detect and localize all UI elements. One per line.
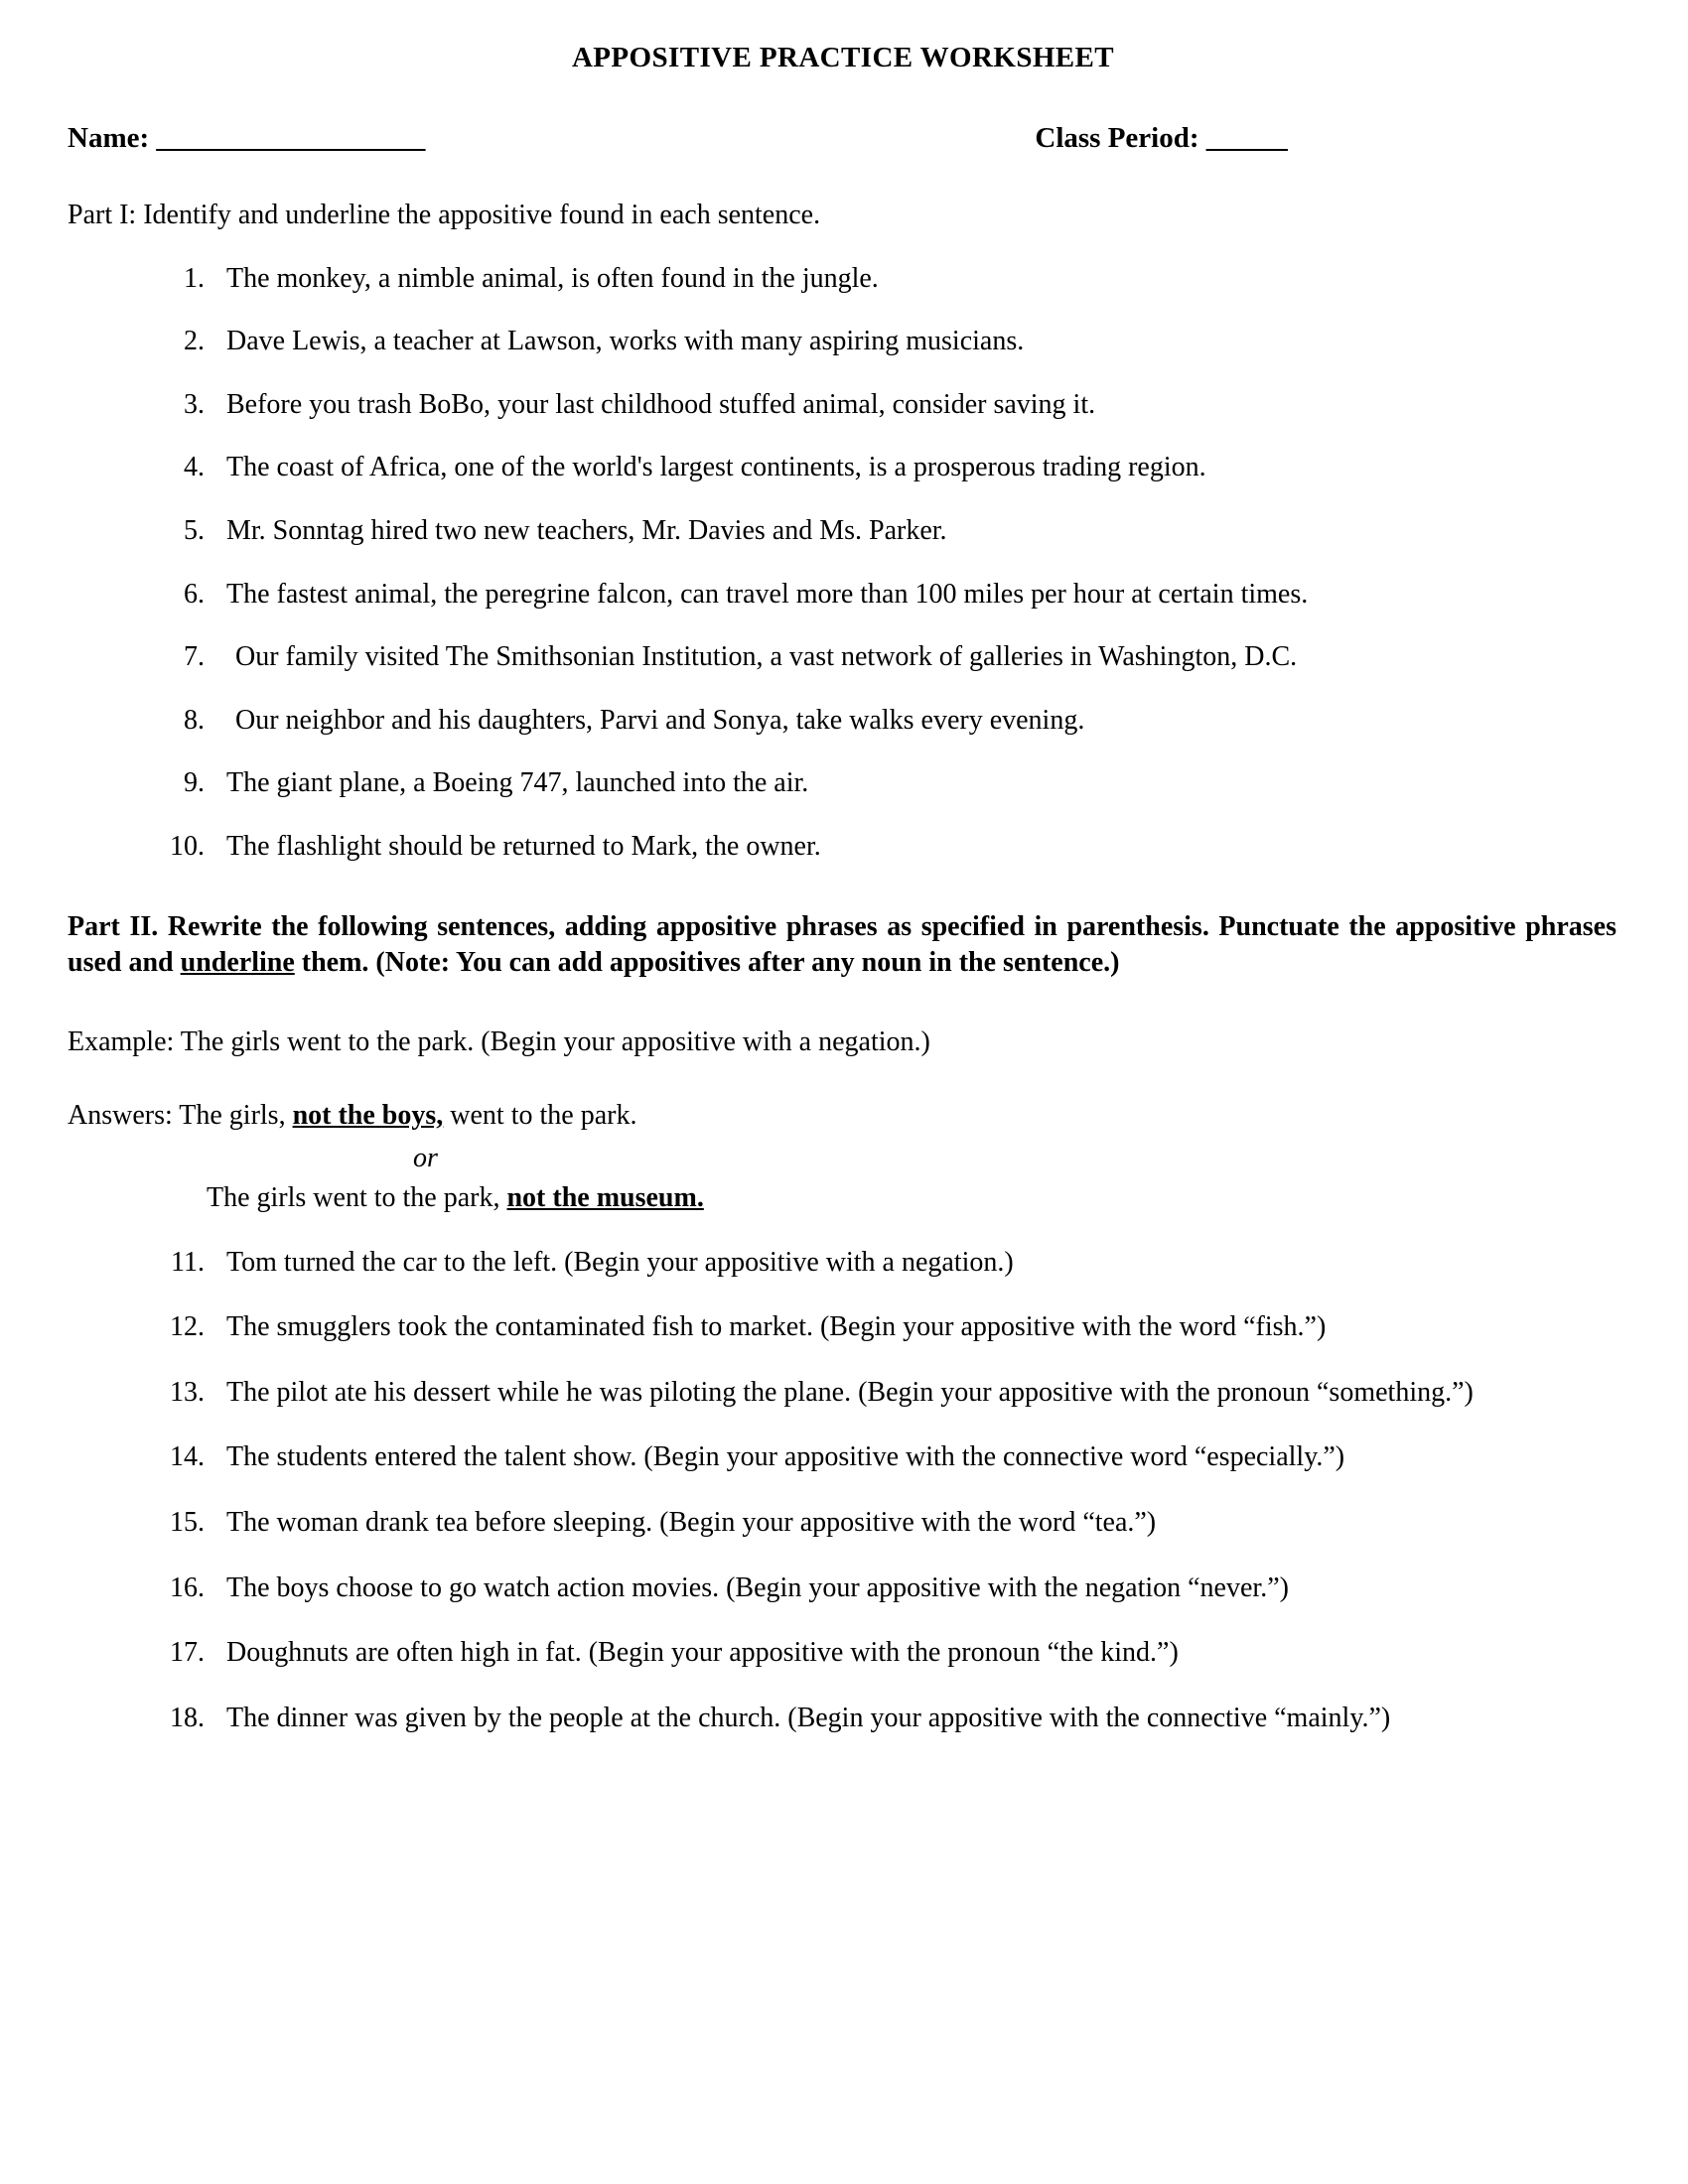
list-item bbox=[119, 704, 1630, 738]
part2-heading bbox=[68, 909, 1617, 983]
or-separator: or bbox=[413, 1142, 438, 1173]
list-item-text: The students entered the talent show. (Begin your appositive with the connective word “especially.”) bbox=[226, 1441, 1345, 1473]
list-item-text: The pilot ate his dessert while he was piloting the plane. (Begin your appositive with the pronoun “something.”) bbox=[226, 1376, 1474, 1408]
name-field[interactable] bbox=[68, 122, 424, 155]
list-item bbox=[119, 1571, 1630, 1605]
list-item-number: 17. bbox=[170, 1637, 205, 1669]
part2-heading-text-b: them. (Note: You can add appositives after any noun in the sentence.) bbox=[294, 947, 1120, 979]
list-item bbox=[119, 1310, 1630, 1344]
answers-appositive: not the boys, bbox=[292, 1100, 444, 1132]
list-item-number: 16. bbox=[170, 1571, 205, 1603]
alternate-answer-prefix: The girls went to the park, bbox=[207, 1181, 507, 1213]
list-item-text: Dave Lewis, a teacher at Lawson, works with many aspiring musicians. bbox=[226, 326, 1025, 357]
answers-line bbox=[68, 1099, 1630, 1133]
name-blank-rule: ____________________ bbox=[156, 122, 425, 154]
answers-suffix: went to the park. bbox=[443, 1100, 637, 1132]
list-item-text: The woman drank tea before sleeping. (Begin your appositive with the word “tea.”) bbox=[226, 1507, 1157, 1538]
list-item bbox=[119, 514, 1630, 548]
name-label: Name: bbox=[68, 122, 157, 154]
list-item bbox=[119, 1506, 1630, 1540]
list-item-text: Mr. Sonntag hired two new teachers, Mr. Davies and Ms. Parker. bbox=[226, 514, 947, 546]
part1-question-list bbox=[119, 262, 1630, 864]
list-item-text: The fastest animal, the peregrine falcon, can travel more than 100 miles per hour at certain times. bbox=[226, 578, 1309, 610]
list-item-number: 8. bbox=[184, 704, 205, 736]
list-item bbox=[119, 1376, 1630, 1410]
list-item-text: The coast of Africa, one of the world's largest continents, is a prosperous trading region. bbox=[226, 452, 1206, 483]
list-item-number: 10. bbox=[170, 830, 205, 862]
alternate-answer-appositive: not the museum. bbox=[506, 1181, 704, 1213]
page-title: APPOSITIVE PRACTICE WORKSHEET bbox=[571, 42, 1115, 73]
list-item-number: 14. bbox=[170, 1441, 205, 1473]
list-item-text: Before you trash BoBo, your last childhood stuffed animal, consider saving it. bbox=[226, 388, 1096, 420]
list-item-text: The smugglers took the contaminated fish to market. (Begin your appositive with the word “fish.”) bbox=[226, 1311, 1327, 1343]
list-item-text: The giant plane, a Boeing 747, launched into the air. bbox=[226, 767, 809, 799]
list-item-number: 1. bbox=[184, 262, 205, 294]
list-item-number: 7. bbox=[184, 641, 205, 673]
class-period-blank-rule: ______ bbox=[1205, 122, 1287, 154]
list-item-number: 13. bbox=[170, 1376, 205, 1408]
list-item-number: 3. bbox=[184, 388, 205, 420]
list-item bbox=[119, 1440, 1630, 1474]
list-item-text: The dinner was given by the people at the church. (Begin your appositive with the connective “mainly.”) bbox=[226, 1702, 1391, 1733]
answers-prefix: Answers: The girls, bbox=[68, 1100, 293, 1132]
list-item-text: Our family visited The Smithsonian Institution, a vast network of galleries in Washington, D.C. bbox=[235, 641, 1298, 673]
list-item-text: Tom turned the car to the left. (Begin your appositive with a negation.) bbox=[226, 1246, 1014, 1278]
list-item-text: The boys choose to go watch action movies. (Begin your appositive with the negation “never.”) bbox=[226, 1571, 1289, 1603]
list-item bbox=[119, 325, 1630, 358]
list-item bbox=[119, 451, 1630, 484]
list-item-text: Our neighbor and his daughters, Parvi and Sonya, take walks every evening. bbox=[235, 704, 1085, 736]
class-period-label: Class Period: bbox=[1035, 122, 1206, 154]
list-item-text: The monkey, a nimble animal, is often found in the jungle. bbox=[226, 262, 879, 294]
list-item-number: 9. bbox=[184, 767, 205, 799]
list-item bbox=[119, 830, 1630, 864]
list-item bbox=[119, 1702, 1630, 1735]
list-item bbox=[119, 578, 1630, 612]
list-item-number: 18. bbox=[170, 1702, 205, 1733]
list-item-number: 2. bbox=[184, 326, 205, 357]
list-item-number: 12. bbox=[170, 1311, 205, 1343]
list-item bbox=[119, 1636, 1630, 1670]
list-item bbox=[119, 766, 1630, 800]
list-item-number: 5. bbox=[184, 514, 205, 546]
list-item bbox=[119, 388, 1630, 422]
list-item bbox=[119, 262, 1630, 296]
part2-question-list bbox=[119, 1246, 1630, 1735]
student-info-row bbox=[68, 122, 1630, 155]
example-line: Example: The girls went to the park. (Begin your appositive with a negation.) bbox=[68, 1026, 930, 1058]
list-item-number: 15. bbox=[170, 1507, 205, 1538]
list-item bbox=[119, 640, 1630, 674]
list-item-number: 11. bbox=[171, 1246, 205, 1278]
class-period-field[interactable] bbox=[1035, 122, 1286, 155]
list-item-text: The flashlight should be returned to Mark, the owner. bbox=[226, 830, 821, 862]
list-item-text: Doughnuts are often high in fat. (Begin your appositive with the pronoun “the kind.”) bbox=[226, 1637, 1179, 1669]
list-item bbox=[119, 1246, 1630, 1280]
list-item-number: 6. bbox=[184, 578, 205, 610]
part1-heading: Part I: Identify and underline the appositive found in each sentence. bbox=[68, 200, 821, 230]
list-item-number: 4. bbox=[184, 452, 205, 483]
part2-heading-underlined-word: underline bbox=[180, 947, 295, 979]
alternate-answer-line bbox=[68, 1182, 1630, 1214]
part2-heading-text-a: Part II. Rewrite the following sentences, adding appositive phrases as specified in parenthesis. Punctuate the appositive phrases used and bbox=[68, 910, 1617, 979]
